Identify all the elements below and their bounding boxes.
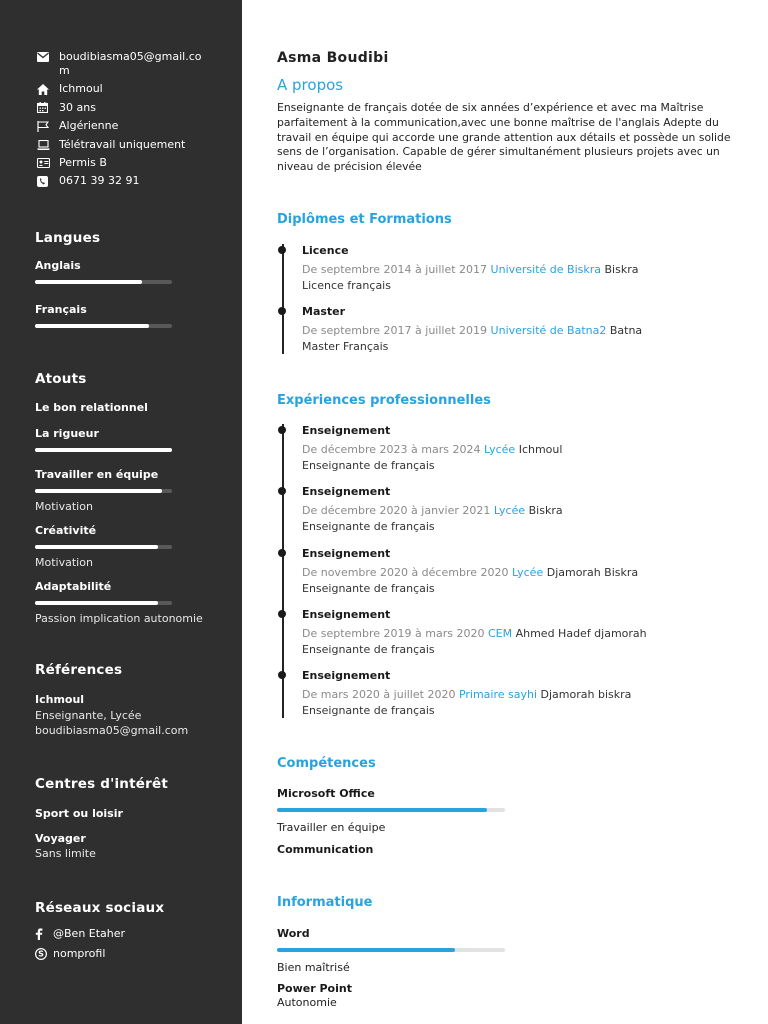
education-title: Diplômes et Formations [277,212,452,227]
entry-location: Ichmoul [518,443,563,456]
asset-item [35,427,215,452]
contact-license [37,156,207,170]
skill-item [277,843,507,857]
computing-note: Autonomie [277,996,337,1009]
skype-icon [35,948,53,960]
experience-title: Expériences professionnelles [277,393,491,408]
entry-location: Ahmed Hadef djamorah [515,627,647,640]
asset-note: Motivation [35,556,93,569]
asset-item [35,580,215,626]
social-title: Réseaux sociaux [35,900,165,916]
entry-title: Enseignement [302,547,391,560]
computing-item [277,982,507,1010]
entry-org: Primaire sayhi [458,688,538,701]
entry-meta [302,503,732,518]
reference-name: Ichmoul [35,693,85,706]
skill-label: Communication [277,843,374,856]
asset-note: Passion implication autonomie [35,612,203,625]
timeline-dot [278,246,286,254]
contact-age [37,101,207,115]
entry-meta [302,442,732,457]
contact-address [37,82,207,96]
contact-nationality-text: Algérienne [59,119,119,133]
entry-title: Enseignement [302,669,391,682]
interests-title: Centres d'intérêt [35,776,168,792]
contact-remote-text: Télétravail uniquement [59,137,186,151]
entry-desc: Enseignante de français [302,582,435,595]
contact-email-text: boudibiasma05@gmail.com [59,50,202,77]
asset-level-bar [35,601,172,605]
asset-item [35,468,215,514]
svg-text:S: S [38,949,44,959]
entry-meta [302,626,732,641]
about-text: Enseignante de français dotée de six années d’expérience et avec ma Maîtrise parfaitement à la communication,avec une bonne maîtrise de l'anglais Adepte du travail en équipe qui accorde une grande attention aux détails et possède un solide sens de l’organisation. Capable de gérer simultanément plusieurs projets avec un niveau de précision élevée [277,101,731,174]
id-card-icon [37,156,59,170]
language-level-fill [35,324,149,328]
education-entry [302,244,732,293]
asset-label: Travailler en équipe [35,468,159,481]
computing-title: Informatique [277,895,373,910]
facebook-icon [35,928,53,940]
interest-label: Sport ou loisir [35,807,123,820]
asset-level-bar [35,489,172,493]
asset-label: Créativité [35,524,97,537]
timeline-dot [278,487,286,495]
contact-list [37,50,207,193]
asset-level-fill [35,601,158,605]
timeline-dot [278,671,286,679]
asset-item [35,524,215,570]
home-icon [37,82,59,96]
entry-title: Licence [302,244,349,257]
entry-location: Djamorah biskra [540,688,632,701]
language-level-fill [35,280,142,284]
entry-meta [302,262,732,277]
flag-icon [37,119,59,133]
contact-license-text: Permis B [59,155,107,169]
computing-item [277,927,507,975]
asset-note: Motivation [35,500,93,513]
entry-desc: Enseignante de français [302,459,435,472]
entry-org: Lycée [483,443,516,456]
entry-dates: De novembre 2020 à décembre 2020 [302,566,509,579]
entry-location: Djamorah Biskra [546,566,639,579]
interests-section [35,776,215,861]
entry-title: Enseignement [302,424,391,437]
computing-note: Bien maîtrisé [277,961,350,974]
entry-title: Master [302,305,346,318]
entry-desc: Enseignante de français [302,520,435,533]
asset-label: Adaptabilité [35,580,112,593]
entry-dates: De septembre 2019 à mars 2020 [302,627,485,640]
contact-nationality [37,119,207,133]
assets-section [35,371,215,626]
skill-label: Microsoft Office [277,787,375,800]
entry-desc: Enseignante de français [302,643,435,656]
sidebar [0,0,242,1024]
skill-note: Travailler en équipe [277,821,386,834]
experience-entry [302,485,732,534]
experience-entry [302,669,732,718]
language-item [35,303,215,328]
interest-note: Sans limite [35,847,96,860]
phone-icon [37,174,59,188]
contact-phone-text: 0671 39 32 91 [59,174,140,188]
entry-title: Enseignement [302,608,391,621]
timeline-line [282,244,284,354]
education-entry [302,305,732,354]
entry-org: Lycée [493,504,526,517]
language-level-bar [35,280,172,284]
skill-item [277,787,507,835]
languages-section [35,230,215,328]
reference-email[interactable]: boudibiasma05@gmail.com [35,724,189,737]
asset-label: La rigueur [35,427,99,440]
entry-desc: Master Français [302,340,389,353]
references-title: Références [35,662,123,678]
assets-title: Atouts [35,371,87,387]
entry-meta [302,323,732,338]
entry-dates: De septembre 2014 à juillet 2017 [302,263,488,276]
computing-label: Power Point [277,982,352,995]
laptop-icon [37,138,59,152]
entry-desc: Licence français [302,279,391,292]
entry-org: CEM [487,627,513,640]
languages-title: Langues [35,230,101,246]
computing-level-fill [277,948,455,952]
asset-level-bar [35,545,172,549]
asset-level-bar [35,448,172,452]
entry-location: Biskra [528,504,563,517]
contact-remote [37,138,207,152]
skills-title: Compétences [277,756,376,771]
asset-level-fill [35,448,172,452]
social-facebook[interactable] [35,927,215,941]
entry-dates: De décembre 2023 à mars 2024 [302,443,481,456]
asset-level-fill [35,545,158,549]
entry-title: Enseignement [302,485,391,498]
experience-entry [302,547,732,596]
computing-level-bar [277,948,505,952]
social-facebook-text: @Ben Etaher [53,927,126,940]
computing-label: Word [277,927,310,940]
timeline-dot [278,610,286,618]
entry-dates: De septembre 2017 à juillet 2019 [302,324,488,337]
entry-org: Université de Biskra [490,263,602,276]
entry-org: Lycée [512,566,544,579]
reference-role: Enseignante, Lycée [35,709,142,722]
interest-label: Voyager [35,832,86,845]
timeline-dot [278,307,286,315]
references-section [35,662,215,738]
language-label: Français [35,303,87,316]
envelope-icon [37,50,59,64]
entry-dates: De décembre 2020 à janvier 2021 [302,504,491,517]
contact-age-text: 30 ans [59,100,96,114]
skill-level-bar [277,808,505,812]
entry-location: Biskra [604,263,639,276]
entry-dates: De mars 2020 à juillet 2020 [302,688,456,701]
language-label: Anglais [35,259,81,272]
timeline-dot [278,549,286,557]
skill-level-fill [277,808,487,812]
entry-org: Université de Batna2 [490,324,607,337]
social-skype[interactable] [35,947,215,961]
about-title: A propos [277,76,344,94]
entry-desc: Enseignante de français [302,704,435,717]
social-section [35,900,215,961]
language-item [35,259,215,284]
calendar-icon [37,101,59,115]
asset-label: Le bon relationnel [35,401,148,414]
contact-email[interactable] [37,50,207,78]
contact-phone[interactable] [37,174,207,188]
entry-meta [302,565,732,580]
experience-entry [302,608,732,657]
timeline-dot [278,426,286,434]
social-skype-text: nomprofil [53,947,106,960]
entry-location: Batna [609,324,643,337]
entry-meta [302,687,732,702]
language-level-bar [35,324,172,328]
experience-entry [302,424,732,473]
candidate-name: Asma Boudibi [277,50,389,66]
contact-address-text: Ichmoul [59,82,103,96]
asset-level-fill [35,489,162,493]
